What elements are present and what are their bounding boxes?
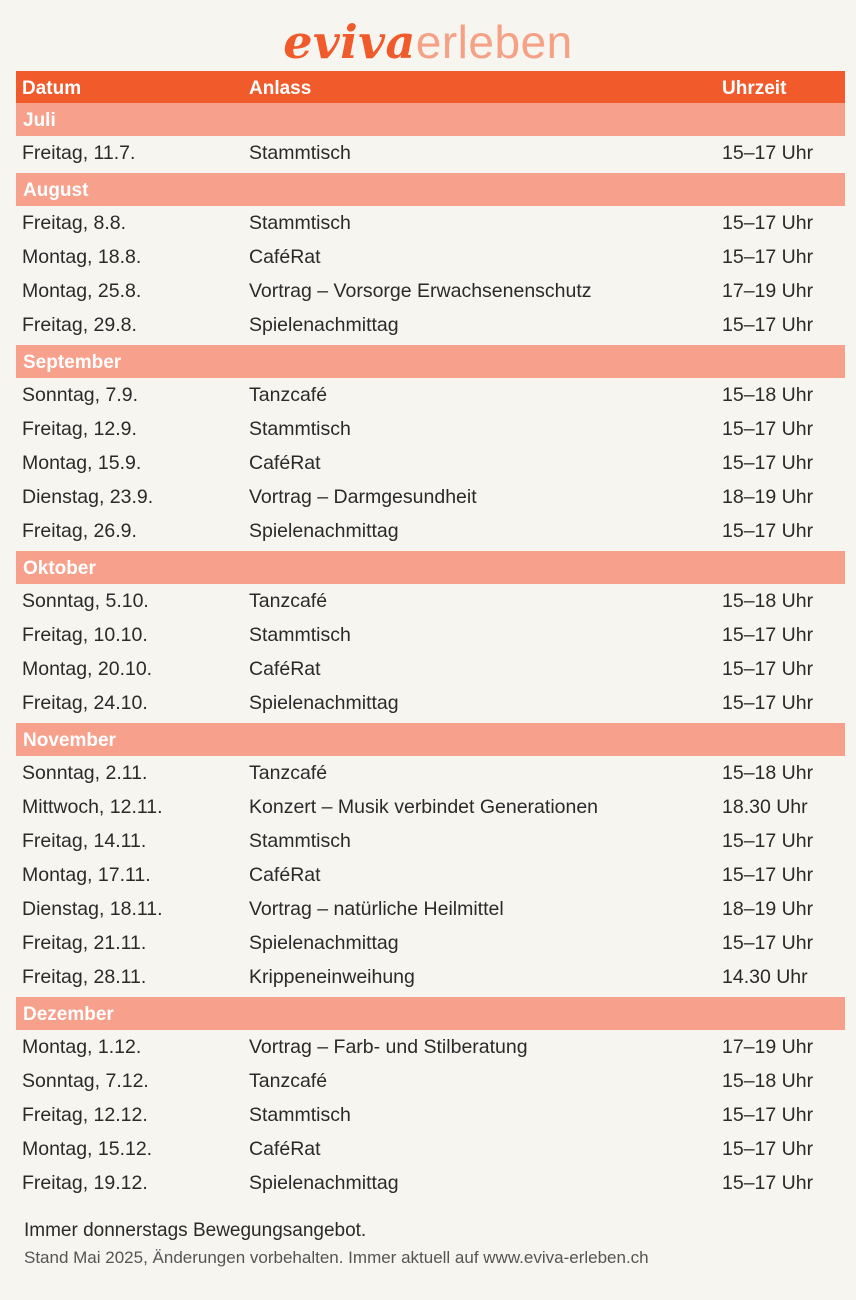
cell-event: Vortrag – Vorsorge Erwachsenenschutz: [249, 280, 592, 302]
table-row: [16, 756, 845, 790]
cell-event: Stammtisch: [249, 1104, 351, 1126]
cell-date: Freitag, 8.8.: [22, 212, 127, 234]
cell-date: Sonntag, 7.12.: [22, 1070, 149, 1092]
cell-time: 15–17 Uhr: [722, 314, 814, 336]
table-row: [16, 858, 845, 892]
note-movement: Immer donnerstags Bewegungsangebot.: [24, 1220, 367, 1241]
month-label: Dezember: [23, 1004, 114, 1025]
cell-date: Mittwoch, 12.11.: [22, 796, 163, 818]
cell-date: Freitag, 12.9.: [22, 418, 137, 440]
month-header: [16, 997, 845, 1030]
cell-time: 15–17 Uhr: [722, 1172, 814, 1194]
cell-time: 15–17 Uhr: [722, 692, 814, 714]
cell-event: Spielenachmittag: [249, 1172, 399, 1194]
month-label: Oktober: [23, 558, 96, 579]
cell-date: Freitag, 26.9.: [22, 520, 137, 542]
footer-notes: [24, 1220, 649, 1268]
month-header: [16, 551, 845, 584]
month-header: [16, 173, 845, 206]
cell-time: 15–17 Uhr: [722, 658, 814, 680]
cell-time: 15–17 Uhr: [722, 246, 814, 268]
logo-bold-text: eviva: [283, 15, 416, 69]
cell-time: 15–18 Uhr: [722, 590, 814, 612]
cell-date: Freitag, 24.10.: [22, 692, 148, 714]
table-row: [16, 584, 845, 618]
cell-date: Montag, 25.8.: [22, 280, 142, 302]
cell-event: Tanzcafé: [249, 384, 328, 406]
cell-event: Tanzcafé: [249, 590, 328, 612]
month-label: August: [23, 180, 89, 201]
brand-logo: [0, 14, 856, 70]
table-row: [16, 824, 845, 858]
cell-time: 15–17 Uhr: [722, 212, 814, 234]
table-row: [16, 1098, 845, 1132]
logo-light-text: erleben: [415, 16, 573, 68]
cell-date: Montag, 1.12.: [22, 1036, 142, 1058]
cell-event: CaféRat: [249, 1138, 321, 1160]
cell-time: 15–17 Uhr: [722, 1104, 814, 1126]
cell-date: Freitag, 19.12.: [22, 1172, 148, 1194]
cell-time: 15–17 Uhr: [722, 418, 814, 440]
table-row: [16, 892, 845, 926]
table-row: [16, 206, 845, 240]
month-header: [16, 345, 845, 378]
table-row: [16, 1064, 845, 1098]
table-row: [16, 446, 845, 480]
cell-event: Krippeneinweihung: [249, 966, 415, 988]
month-label: September: [23, 352, 122, 373]
cell-time: 15–17 Uhr: [722, 142, 814, 164]
cell-event: CaféRat: [249, 246, 321, 268]
cell-event: Vortrag – Darmgesundheit: [249, 486, 477, 508]
cell-time: 14.30 Uhr: [722, 966, 808, 988]
table-header: [16, 71, 845, 103]
table-row: [16, 652, 845, 686]
month-header: [16, 103, 845, 136]
table-row: [16, 378, 845, 412]
cell-time: 18.30 Uhr: [722, 796, 808, 818]
cell-time: 15–18 Uhr: [722, 1070, 814, 1092]
month-header: [16, 723, 845, 756]
cell-event: Tanzcafé: [249, 762, 328, 784]
cell-time: 18–19 Uhr: [722, 898, 814, 920]
cell-date: Sonntag, 5.10.: [22, 590, 149, 612]
cell-date: Montag, 17.11.: [22, 864, 151, 886]
table-row: [16, 240, 845, 274]
cell-event: Stammtisch: [249, 624, 351, 646]
table-row: [16, 1132, 845, 1166]
table-row: [16, 790, 845, 824]
cell-event: CaféRat: [249, 658, 321, 680]
cell-time: 15–17 Uhr: [722, 520, 814, 542]
cell-event: Konzert – Musik verbindet Generationen: [249, 796, 599, 818]
cell-event: Spielenachmittag: [249, 314, 399, 336]
table-body: [16, 103, 845, 1200]
cell-time: 17–19 Uhr: [722, 280, 814, 302]
cell-event: CaféRat: [249, 452, 321, 474]
cell-time: 17–19 Uhr: [722, 1036, 814, 1058]
cell-event: Vortrag – natürliche Heilmittel: [249, 898, 504, 920]
cell-date: Sonntag, 7.9.: [22, 384, 139, 406]
cell-event: Stammtisch: [249, 418, 351, 440]
table-row: [16, 136, 845, 170]
table-row: [16, 412, 845, 446]
cell-event: Stammtisch: [249, 142, 351, 164]
cell-event: Tanzcafé: [249, 1070, 328, 1092]
table-row: [16, 480, 845, 514]
cell-date: Freitag, 12.12.: [22, 1104, 148, 1126]
cell-date: Dienstag, 18.11.: [22, 898, 163, 920]
table-row: [16, 960, 845, 994]
cell-time: 15–18 Uhr: [722, 384, 814, 406]
table-row: [16, 1030, 845, 1064]
table-row: [16, 926, 845, 960]
cell-time: 15–18 Uhr: [722, 762, 814, 784]
cell-date: Montag, 20.10.: [22, 658, 153, 680]
cell-date: Freitag, 11.7.: [22, 142, 136, 164]
month-label: Juli: [23, 110, 56, 131]
cell-date: Montag, 15.12.: [22, 1138, 153, 1160]
cell-event: Spielenachmittag: [249, 520, 399, 542]
cell-event: Spielenachmittag: [249, 932, 399, 954]
table-row: [16, 686, 845, 720]
cell-event: Stammtisch: [249, 830, 351, 852]
cell-event: Stammtisch: [249, 212, 351, 234]
table-row: [16, 1166, 845, 1200]
cell-date: Freitag, 10.10.: [22, 624, 148, 646]
cell-event: CaféRat: [249, 864, 321, 886]
cell-time: 15–17 Uhr: [722, 1138, 814, 1160]
table-row: [16, 618, 845, 652]
cell-date: Montag, 18.8.: [22, 246, 142, 268]
note-status: Stand Mai 2025, Änderungen vorbehalten. Immer aktuell auf www.eviva-erleben.ch: [24, 1248, 649, 1267]
cell-time: 15–17 Uhr: [722, 864, 814, 886]
cell-date: Dienstag, 23.9.: [22, 486, 154, 508]
table-row: [16, 308, 845, 342]
cell-date: Sonntag, 2.11.: [22, 762, 148, 784]
cell-time: 15–17 Uhr: [722, 932, 814, 954]
cell-event: Vortrag – Farb- und Stilberatung: [249, 1036, 528, 1058]
month-label: November: [23, 730, 116, 751]
table-row: [16, 514, 845, 548]
cell-date: Freitag, 21.11.: [22, 932, 147, 954]
cell-time: 15–17 Uhr: [722, 452, 814, 474]
cell-time: 15–17 Uhr: [722, 830, 814, 852]
header-time: Uhrzeit: [722, 78, 787, 99]
cell-date: Montag, 15.9.: [22, 452, 142, 474]
cell-event: Spielenachmittag: [249, 692, 399, 714]
cell-date: Freitag, 29.8.: [22, 314, 137, 336]
cell-time: 18–19 Uhr: [722, 486, 814, 508]
event-schedule-table: [16, 71, 845, 1200]
table-row: [16, 274, 845, 308]
header-date: Datum: [22, 78, 82, 99]
cell-date: Freitag, 14.11.: [22, 830, 147, 852]
cell-time: 15–17 Uhr: [722, 624, 814, 646]
header-event: Anlass: [249, 78, 312, 99]
cell-date: Freitag, 28.11.: [22, 966, 147, 988]
